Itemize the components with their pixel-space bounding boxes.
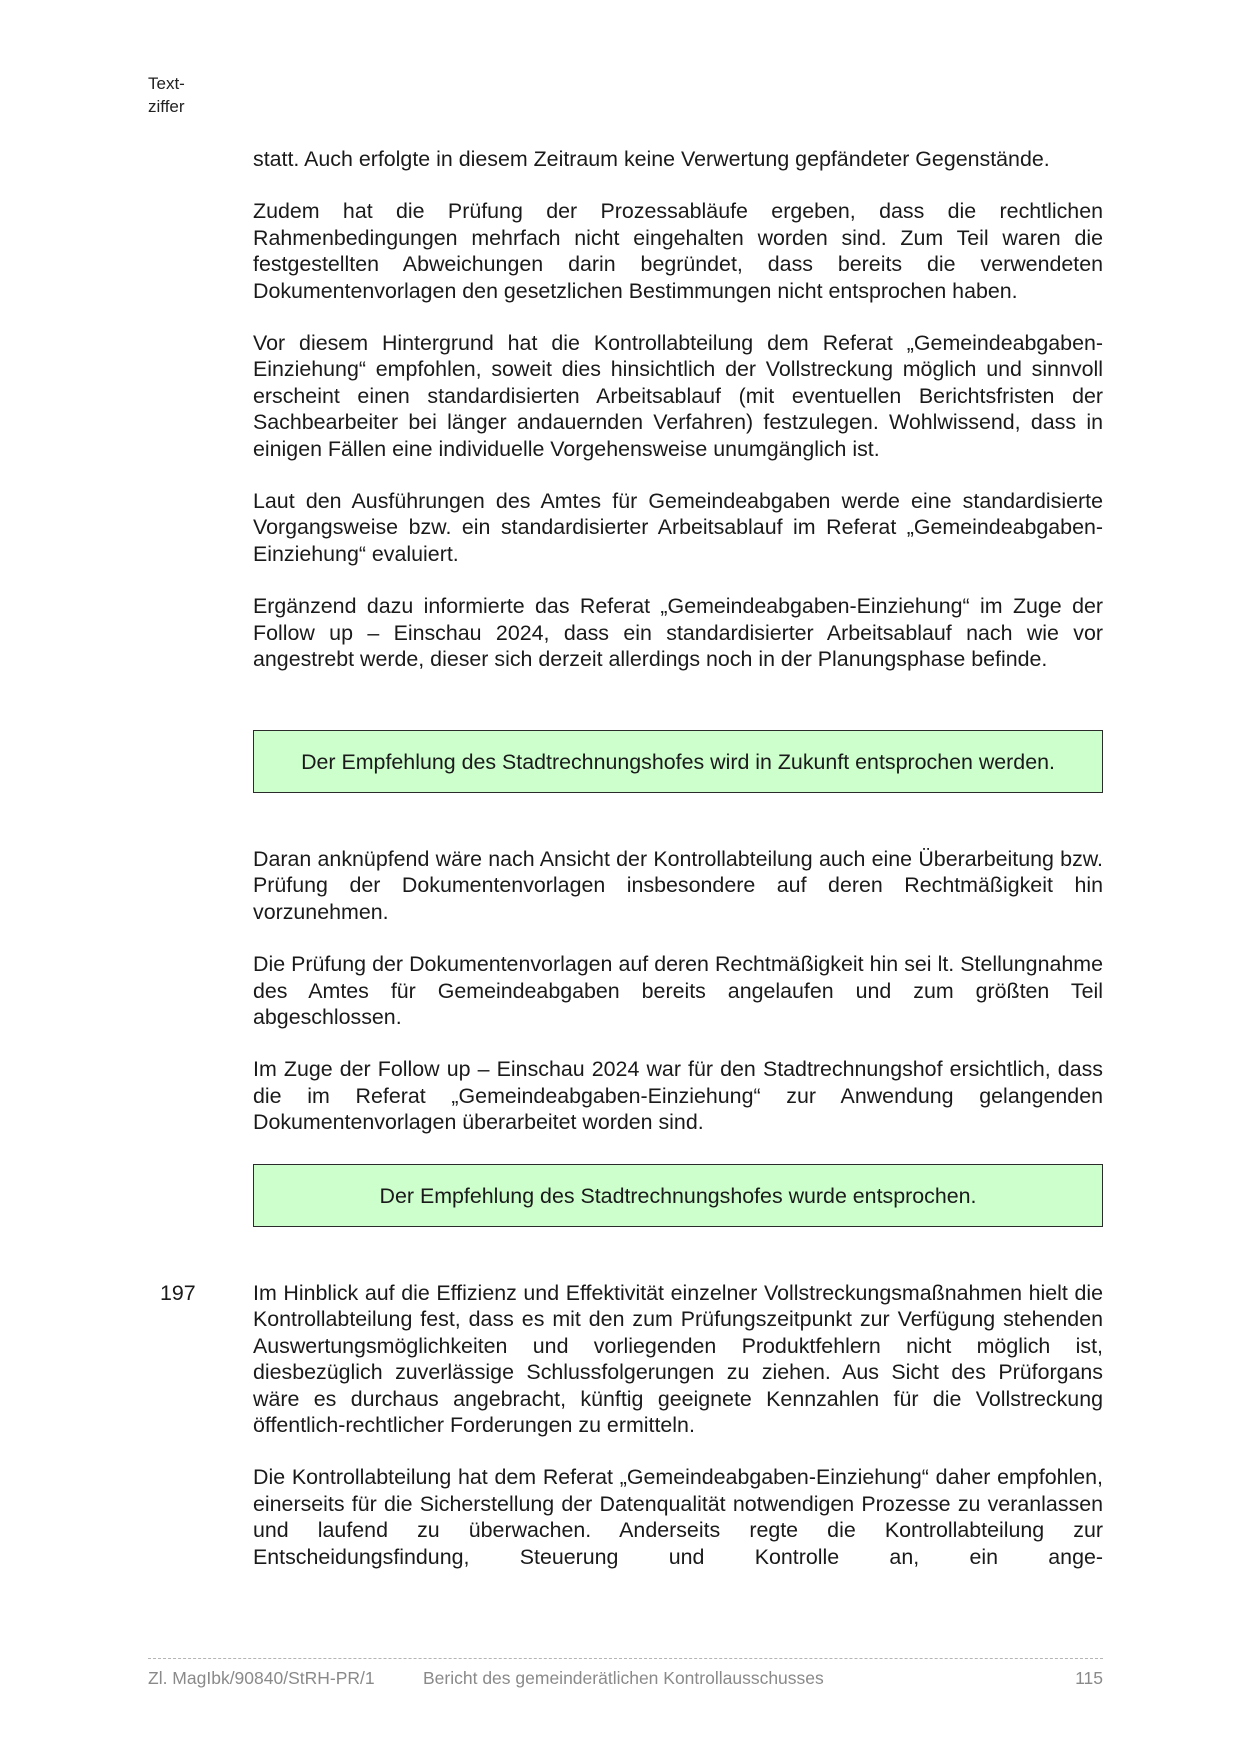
footer-title: Bericht des gemeinderätlichen Kontrollausschusses	[423, 1668, 824, 1688]
main-content-bottom	[253, 1280, 1103, 1596]
margin-label-line-2: ziffer	[148, 97, 185, 116]
paragraph: Die Kontrollabteilung hat dem Referat „Gemeindeabgaben-Einziehung“ daher empfohlen, einerseits für die Sicherstellung der Datenqualität notwendigen Prozesse zu veranlassen und laufend zu überwachen. Anderseits regte die Kontrollabteilung zur Entscheidungsfindung, Steuerung und Kontrolle an, ein ange-	[253, 1465, 1103, 1569]
main-content	[253, 146, 1103, 699]
section-number: 197	[160, 1281, 196, 1305]
paragraph: Vor diesem Hintergrund hat die Kontrollabteilung dem Referat „Gemeindeabgaben-Einziehung“ empfohlen, soweit dies hinsichtlich der Vollstreckung möglich und sinnvoll erscheint einen standardisierten Arbeitsablauf (mit eventuellen Berichtsfristen der Sachbearbeiter bei länger andauernden Verfahren) festzulegen. Wohlwissend, dass in einigen Fällen eine individuelle Vorgehensweise unumgänglich ist.	[253, 331, 1103, 461]
paragraph: Zudem hat die Prüfung der Prozessabläufe ergeben, dass die rechtlichen Rahmenbedingungen mehrfach nicht eingehalten worden sind. Zum Teil waren die festgestellten Abweichungen darin begründet, dass bereits die verwendeten Dokumentenvorlagen den gesetzlichen Bestimmungen nicht entsprochen haben.	[253, 199, 1103, 303]
page-number: 115	[1075, 1668, 1103, 1688]
footer-divider	[148, 1658, 1103, 1659]
main-content-middle	[253, 846, 1103, 1162]
paragraph: Ergänzend dazu informierte das Referat „Gemeindeabgaben-Einziehung“ im Zuge der Follow up – Einschau 2024, dass ein standardisierter Arbeitsablauf nach wie vor angestrebt werde, dieser sich derzeit allerdings noch in der Planungsphase befinde.	[253, 594, 1103, 672]
margin-label	[148, 72, 185, 118]
paragraph: Die Prüfung der Dokumentenvorlagen auf deren Rechtmäßigkeit hin sei lt. Stellungnahme des Amtes für Gemeindeabgaben bereits angelaufen und zum größten Teil abgeschlossen.	[253, 952, 1103, 1030]
footer-reference: Zl. MagIbk/90840/StRH-PR/1	[148, 1668, 375, 1688]
recommendation-status-box: Der Empfehlung des Stadtrechnungshofes wird in Zukunft entsprochen werden.	[253, 730, 1103, 793]
paragraph: statt. Auch erfolgte in diesem Zeitraum keine Verwertung gepfändeter Gegenstände.	[253, 147, 1050, 171]
margin-label-line-1: Text-	[148, 74, 185, 93]
paragraph: Daran anknüpfend wäre nach Ansicht der Kontrollabteilung auch eine Überarbeitung bzw. Prüfung der Dokumentenvorlagen insbesondere auf deren Rechtmäßigkeit hin vorzunehmen.	[253, 847, 1103, 924]
paragraph: Laut den Ausführungen des Amtes für Gemeindeabgaben werde eine standardisierte Vorgangsweise bzw. ein standardisierter Arbeitsablauf im Referat „Gemeindeabgaben-Einziehung“ evaluiert.	[253, 489, 1103, 566]
paragraph: Im Zuge der Follow up – Einschau 2024 war für den Stadtrechnungshof ersichtlich, dass die im Referat „Gemeindeabgaben-Einziehung“ zur Anwendung gelangenden Dokumentenvorlagen überarbeitet worden sind.	[253, 1057, 1103, 1135]
recommendation-status-box: Der Empfehlung des Stadtrechnungshofes wurde entsprochen.	[253, 1164, 1103, 1227]
paragraph: Im Hinblick auf die Effizienz und Effektivität einzelner Vollstreckungsmaßnahmen hielt die Kontrollabteilung fest, dass es mit den zum Prüfungszeitpunkt zur Verfügung stehenden Auswertungsmöglichkeiten und vorliegenden Produktfehlern nicht möglich ist, diesbezüglich zuverlässige Schlussfolgerungen zu ziehen. Aus Sicht des Prüforgans wäre es durchaus angebracht, künftig geeignete Kennzahlen für die Vollstreckung öffentlich-rechtlicher Forderungen zu ermitteln.	[253, 1281, 1103, 1438]
